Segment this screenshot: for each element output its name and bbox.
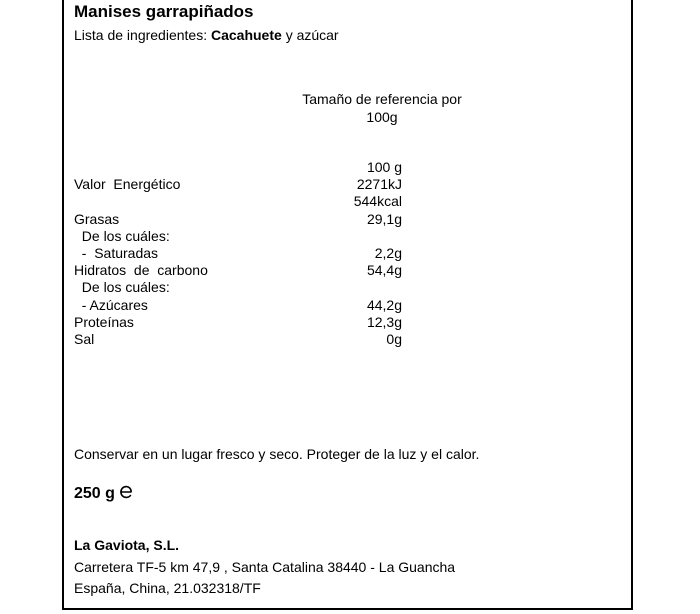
reference-size-line2: 100g [366,109,398,125]
ingredients-rest: y azúcar [285,27,339,43]
nutrient-value: 12,3g [366,314,402,330]
nutrient-value: 44,2g [366,297,402,313]
net-weight-value: 250 g [74,485,115,502]
nutrient-value: 29,1g [366,211,402,227]
manufacturer-address: Carretera TF-5 km 47,9 , Santa Catalina 38440 - La Guancha [74,559,456,575]
nutrient-value: 54,4g [366,262,402,278]
reference-size-line1: Tamaño de referencia por [302,91,462,107]
nutrient-value: 2271kJ [356,176,402,192]
nutrient-value: 2,2g [374,245,402,261]
nutrient-value: 544kcal [353,193,402,209]
nutrient-label: Grasas [74,211,120,227]
nutrient-value: 0g [386,331,402,347]
net-weight [74,484,134,503]
column-header: 100 g [366,159,402,175]
nutrient-label: Valor Energético [74,176,181,192]
nutrient-label: De los cuáles: [74,228,170,244]
ingredients-line [74,27,339,44]
estimated-sign-icon [118,484,134,500]
origin-line: España, China, 21.032318/TF [74,580,261,596]
nutrient-label: - Saturadas [74,245,159,261]
nutrient-label: - Azúcares [74,297,148,313]
nutrient-label: Hidratos de carbono [74,262,208,278]
nutrient-label: Sal [74,331,95,347]
storage-instructions: Conservar en un lugar fresco y seco. Proteger de la luz y el calor. [74,446,480,462]
ingredients-label: Lista de ingredientes: [74,27,208,43]
allergen: Cacahuete [210,27,282,43]
manufacturer-name: La Gaviota, S.L. [74,537,180,553]
nutrient-label: De los cuáles: [74,279,170,295]
nutrient-label: Proteínas [74,314,134,330]
product-name: Manises garrapiñados [74,2,254,21]
